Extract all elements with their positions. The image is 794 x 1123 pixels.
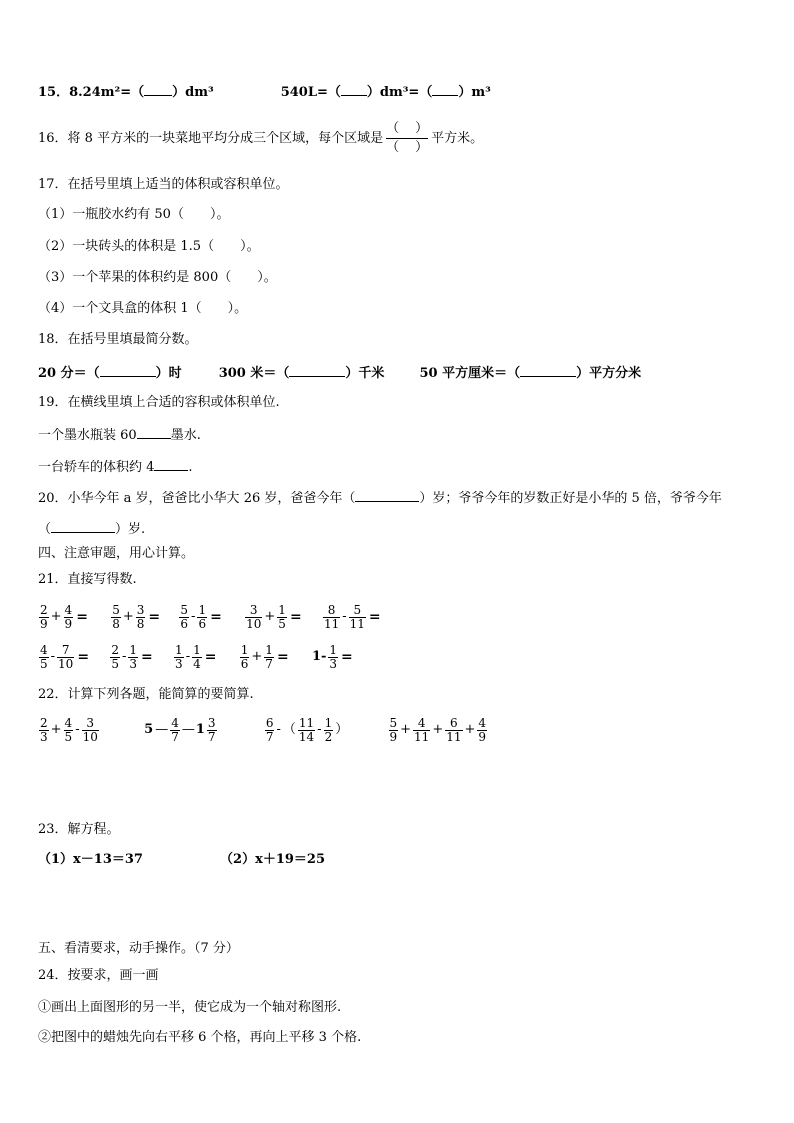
q20-text-a: 20．小华今年 a 岁，爸爸比小华大 26 岁，爸爸今年（ (38, 491, 356, 506)
question-15 (38, 82, 491, 102)
q21-expr-10: 1- $\frac{1}{3}$ = (311, 642, 353, 671)
q22-row (38, 712, 488, 749)
q19-line-1-text: 一个墨水瓶装 60 (38, 428, 137, 443)
q15-part-b: ）dm³ (172, 85, 214, 100)
q21-expr-5: $\frac{8}{11}$ - $\frac{5}{11}$ = (323, 602, 381, 631)
answer-blank[interactable] (51, 519, 115, 533)
q21-expr-1: $\frac{2}{9}$ + $\frac{4}{9}$ = (40, 602, 88, 631)
q16-text: 16．将 8 平方米的一块菜地平均分成三个区域，每个区域是 (38, 131, 384, 146)
q15-part-c: 540L=（ (280, 85, 341, 100)
q15-part-e: ）m³ (458, 85, 491, 100)
q20-line-2 (38, 519, 145, 539)
answer-blank[interactable] (341, 82, 367, 96)
answer-blank[interactable] (137, 425, 171, 439)
q21-expr-8: $\frac{1}{3}$ - $\frac{1}{4}$ = (175, 642, 217, 671)
q23-equation-1: （1）x－13＝37 (38, 852, 143, 867)
q17-item-4: （4）一个文具盒的体积 1（ ）。 (38, 301, 248, 316)
q21-expr-7: $\frac{2}{5}$ - $\frac{1}{3}$ = (111, 642, 153, 671)
question-16 (38, 120, 483, 157)
q21-title: 21．直接写得数. (38, 572, 137, 587)
q19-line-2 (38, 457, 193, 477)
q22-title: 22．计算下列各题，能简算的要简算. (38, 687, 254, 702)
q23-title: 23．解方程。 (38, 822, 120, 837)
q21-row-2 (38, 640, 353, 675)
q22-expr-3: $\frac{6}{7}$ - （ $\frac{11}{14}$ - $\frac{1}{2}$ ） (265, 715, 349, 744)
q16-fraction-blank[interactable]: $\frac{( )}{( )}$ (386, 121, 429, 155)
answer-blank[interactable] (144, 82, 172, 96)
q21-expr-9: $\frac{1}{6}$ + $\frac{1}{7}$ = (240, 642, 289, 671)
q19-line-2-tail: . (188, 460, 193, 475)
answer-blank[interactable] (520, 363, 576, 377)
q17-item-1: （1）一瓶胶水约有 50（ ）。 (38, 207, 230, 222)
q18-title: 18．在括号里填最简分数。 (38, 332, 198, 347)
q15-part-d: ）dm³=（ (366, 85, 433, 100)
q21-expr-2: $\frac{5}{8}$ + $\frac{3}{8}$ = (112, 602, 161, 631)
q19-line-1 (38, 425, 201, 445)
q21-expr-6: $\frac{4}{5}$ - $\frac{7}{10}$ = (40, 642, 90, 671)
q22-expr-2: 5 — $\frac{4}{7}$ — 1 $\frac{3}{7}$ (144, 715, 216, 744)
answer-blank[interactable] (432, 82, 458, 96)
q20-text-c: （ (38, 522, 52, 537)
q15-part-a: 15．8.24m²=（ (38, 85, 145, 100)
q22-expr-4: $\frac{5}{9}$ + $\frac{4}{11}$ + $\frac{6}{11}$ + $\frac{4}{9}$ (389, 715, 487, 744)
answer-blank[interactable] (100, 363, 156, 377)
q20-line-1 (38, 488, 722, 508)
answer-blank[interactable] (154, 457, 188, 471)
q21-expr-4: $\frac{3}{10}$ + $\frac{1}{5}$ = (246, 602, 302, 631)
q17-item-2: （2）一块砖头的体积是 1.5（ ）。 (38, 239, 260, 254)
q19-title: 19．在横线里填上合适的容积或体积单位. (38, 395, 280, 410)
q21-expr-3: $\frac{5}{6}$ - $\frac{1}{6}$ = (180, 602, 222, 631)
q23-equations (38, 851, 325, 869)
q22-expr-1: $\frac{2}{3}$ + $\frac{4}{5}$ - $\frac{3}{10}$ (40, 715, 98, 744)
section-4-title: 四、注意审题，用心计算。 (38, 546, 195, 561)
q18-item-2-unit: ）千米 (345, 366, 385, 381)
q17-title: 17．在括号里填上适当的体积或容积单位。 (38, 177, 289, 192)
section-5-title: 五、看清要求，动手操作。（7 分） (38, 941, 239, 956)
q24-instruction-2: ②把图中的蜡烛先向右平移 6 个格，再向上平移 3 个格. (38, 1030, 362, 1045)
q24-title: 24．按要求，画一画 (38, 968, 159, 983)
q20-text-b: ）岁；爷爷今年的岁数正好是小华的 5 倍，爷爷今年 (419, 491, 722, 506)
q24-instruction-1: ①画出上面图形的另一半，使它成为一个轴对称图形. (38, 1000, 342, 1015)
q23-equation-2: （2）x＋19＝25 (220, 852, 326, 867)
q18-item-3-unit: ）平方分米 (576, 366, 642, 381)
q18-items (38, 363, 641, 383)
q17-item-3: （3）一个苹果的体积约是 800（ ）。 (38, 270, 277, 285)
q18-item-1-unit: ）时 (155, 366, 182, 381)
q16-tail: 平方米。 (431, 131, 484, 146)
answer-blank[interactable] (289, 363, 345, 377)
q19-line-1-tail: 墨水. (170, 428, 201, 443)
q20-text-d: ）岁. (115, 522, 146, 537)
q18-item-1: 20 分＝（ (38, 366, 100, 381)
q21-row-1 (38, 600, 381, 635)
q18-item-2: 300 米＝（ (218, 366, 290, 381)
answer-blank[interactable] (355, 488, 419, 502)
q19-line-2-text: 一台轿车的体积约 4 (38, 460, 155, 475)
q18-item-3: 50 平方厘米＝（ (419, 366, 521, 381)
